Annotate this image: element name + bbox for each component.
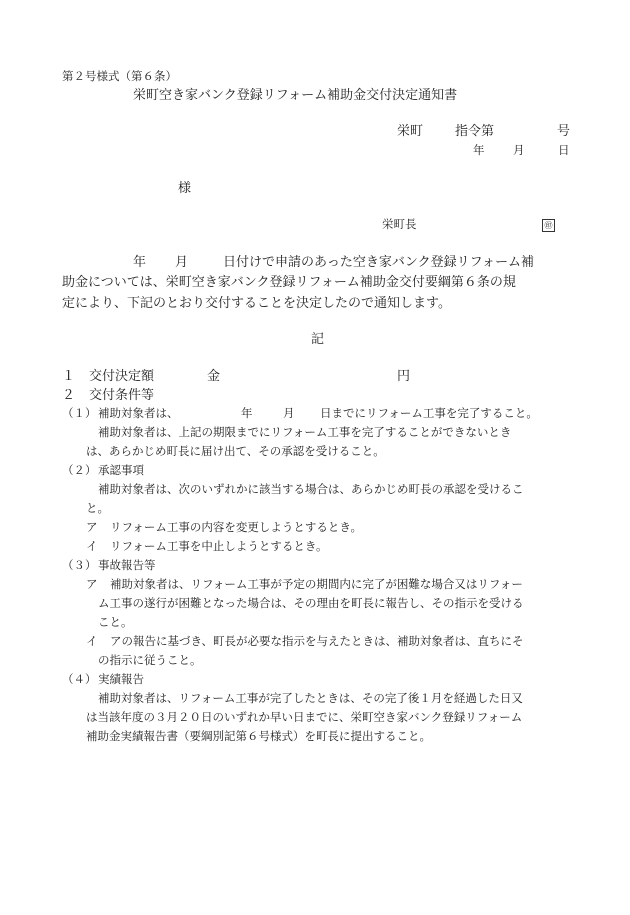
cond3-a-line-1: 補助対象者は、リフォーム工事が予定の期間内に完了が困難な場合又はリフォー bbox=[110, 577, 523, 591]
cond1-number: （１） bbox=[62, 406, 97, 420]
cond1-suffix: 日までにリフォーム工事を完了すること。 bbox=[320, 406, 538, 420]
doc-town: 栄町 bbox=[397, 124, 424, 139]
date-year: 年 bbox=[473, 143, 485, 157]
item2-label: 交付条件等 bbox=[89, 388, 155, 403]
cond1-line-2: 補助対象者は、上記の期限までにリフォーム工事を完了することができないとき bbox=[98, 425, 512, 439]
item2-number: ２ bbox=[62, 388, 76, 403]
issuer-name: 栄町長 bbox=[382, 217, 417, 231]
cond2-i-text: リフォーム工事を中止しようとするとき。 bbox=[110, 539, 328, 553]
item1-label: 交付決定額 bbox=[89, 369, 155, 384]
cond4-heading: 実績報告 bbox=[98, 672, 144, 686]
cond2-heading: 承認事項 bbox=[98, 463, 144, 477]
cond3-heading: 事故報告等 bbox=[98, 558, 156, 572]
cond3-i-line-2: の指示に従うこと。 bbox=[98, 653, 202, 667]
item1-kin: 金 bbox=[207, 369, 221, 384]
body-year: 年 bbox=[133, 255, 147, 270]
date-day: 日 bbox=[558, 143, 570, 157]
ki-heading: 記 bbox=[311, 332, 325, 347]
item1-number: １ bbox=[62, 369, 76, 384]
document-title: 栄町空き家バンク登録リフォーム補助金交付決定通知書 bbox=[133, 88, 458, 103]
cond2-number: （２） bbox=[62, 463, 97, 477]
cond1-year: 年 bbox=[241, 406, 253, 420]
body-line-3: 定により、下記のとおり交付することを決定したので通知します。 bbox=[62, 296, 451, 311]
cond4-line-2: は当該年度の３月２０日のいずれか早い日までに、栄町空き家バンク登録リフォーム bbox=[86, 710, 523, 724]
cond4-line-3: 補助金実績報告書（要綱別記第６号様式）を町長に提出すること。 bbox=[86, 729, 431, 743]
cond4-number: （４） bbox=[62, 672, 97, 686]
date-month: 月 bbox=[513, 143, 525, 157]
cond3-a-line-3: こと。 bbox=[98, 615, 133, 629]
cond1-line-3: は、あらかじめ町長に届け出て、その承認を受けること。 bbox=[86, 444, 385, 458]
doc-number-suffix: 号 bbox=[557, 124, 571, 139]
cond2-line-2: と。 bbox=[86, 501, 109, 515]
cond3-i-label: イ bbox=[86, 634, 98, 648]
body-line-1: 日付けで申請のあった空き家バンク登録リフォーム補 bbox=[223, 255, 534, 270]
cond3-a-label: ア bbox=[86, 577, 98, 591]
addressee-suffix: 様 bbox=[178, 181, 192, 196]
form-number: 第２号様式（第６条） bbox=[62, 69, 177, 83]
cond2-a-label: ア bbox=[86, 520, 98, 534]
cond3-a-line-2: ム工事の遂行が困難となった場合は、その理由を町長に報告し、その指示を受ける bbox=[98, 596, 524, 610]
doc-directive-prefix: 指令第 bbox=[455, 124, 495, 139]
item1-yen: 円 bbox=[397, 369, 411, 384]
cond1-prefix: 補助対象者は、 bbox=[98, 406, 179, 420]
body-line-2: 助金については、栄町空き家バンク登録リフォーム補助金交付要綱第６条の規 bbox=[62, 275, 516, 290]
cond3-i-line-1: アの報告に基づき、町長が必要な指示を与えたときは、補助対象者は、直ちにそ bbox=[110, 634, 524, 648]
cond1-month: 月 bbox=[283, 406, 295, 420]
cond4-line-1: 補助対象者は、リフォーム工事が完了したときは、その完了後１月を経過した日又 bbox=[98, 691, 523, 705]
body-month: 月 bbox=[175, 255, 189, 270]
cond3-number: （３） bbox=[62, 558, 97, 572]
seal-mark: ㊞ bbox=[542, 219, 555, 232]
cond2-i-label: イ bbox=[86, 539, 98, 553]
cond2-line-1: 補助対象者は、次のいずれかに該当する場合は、あらかじめ町長の承認を受けるこ bbox=[98, 482, 524, 496]
cond2-a-text: リフォーム工事の内容を変更しようとするとき。 bbox=[110, 520, 362, 534]
